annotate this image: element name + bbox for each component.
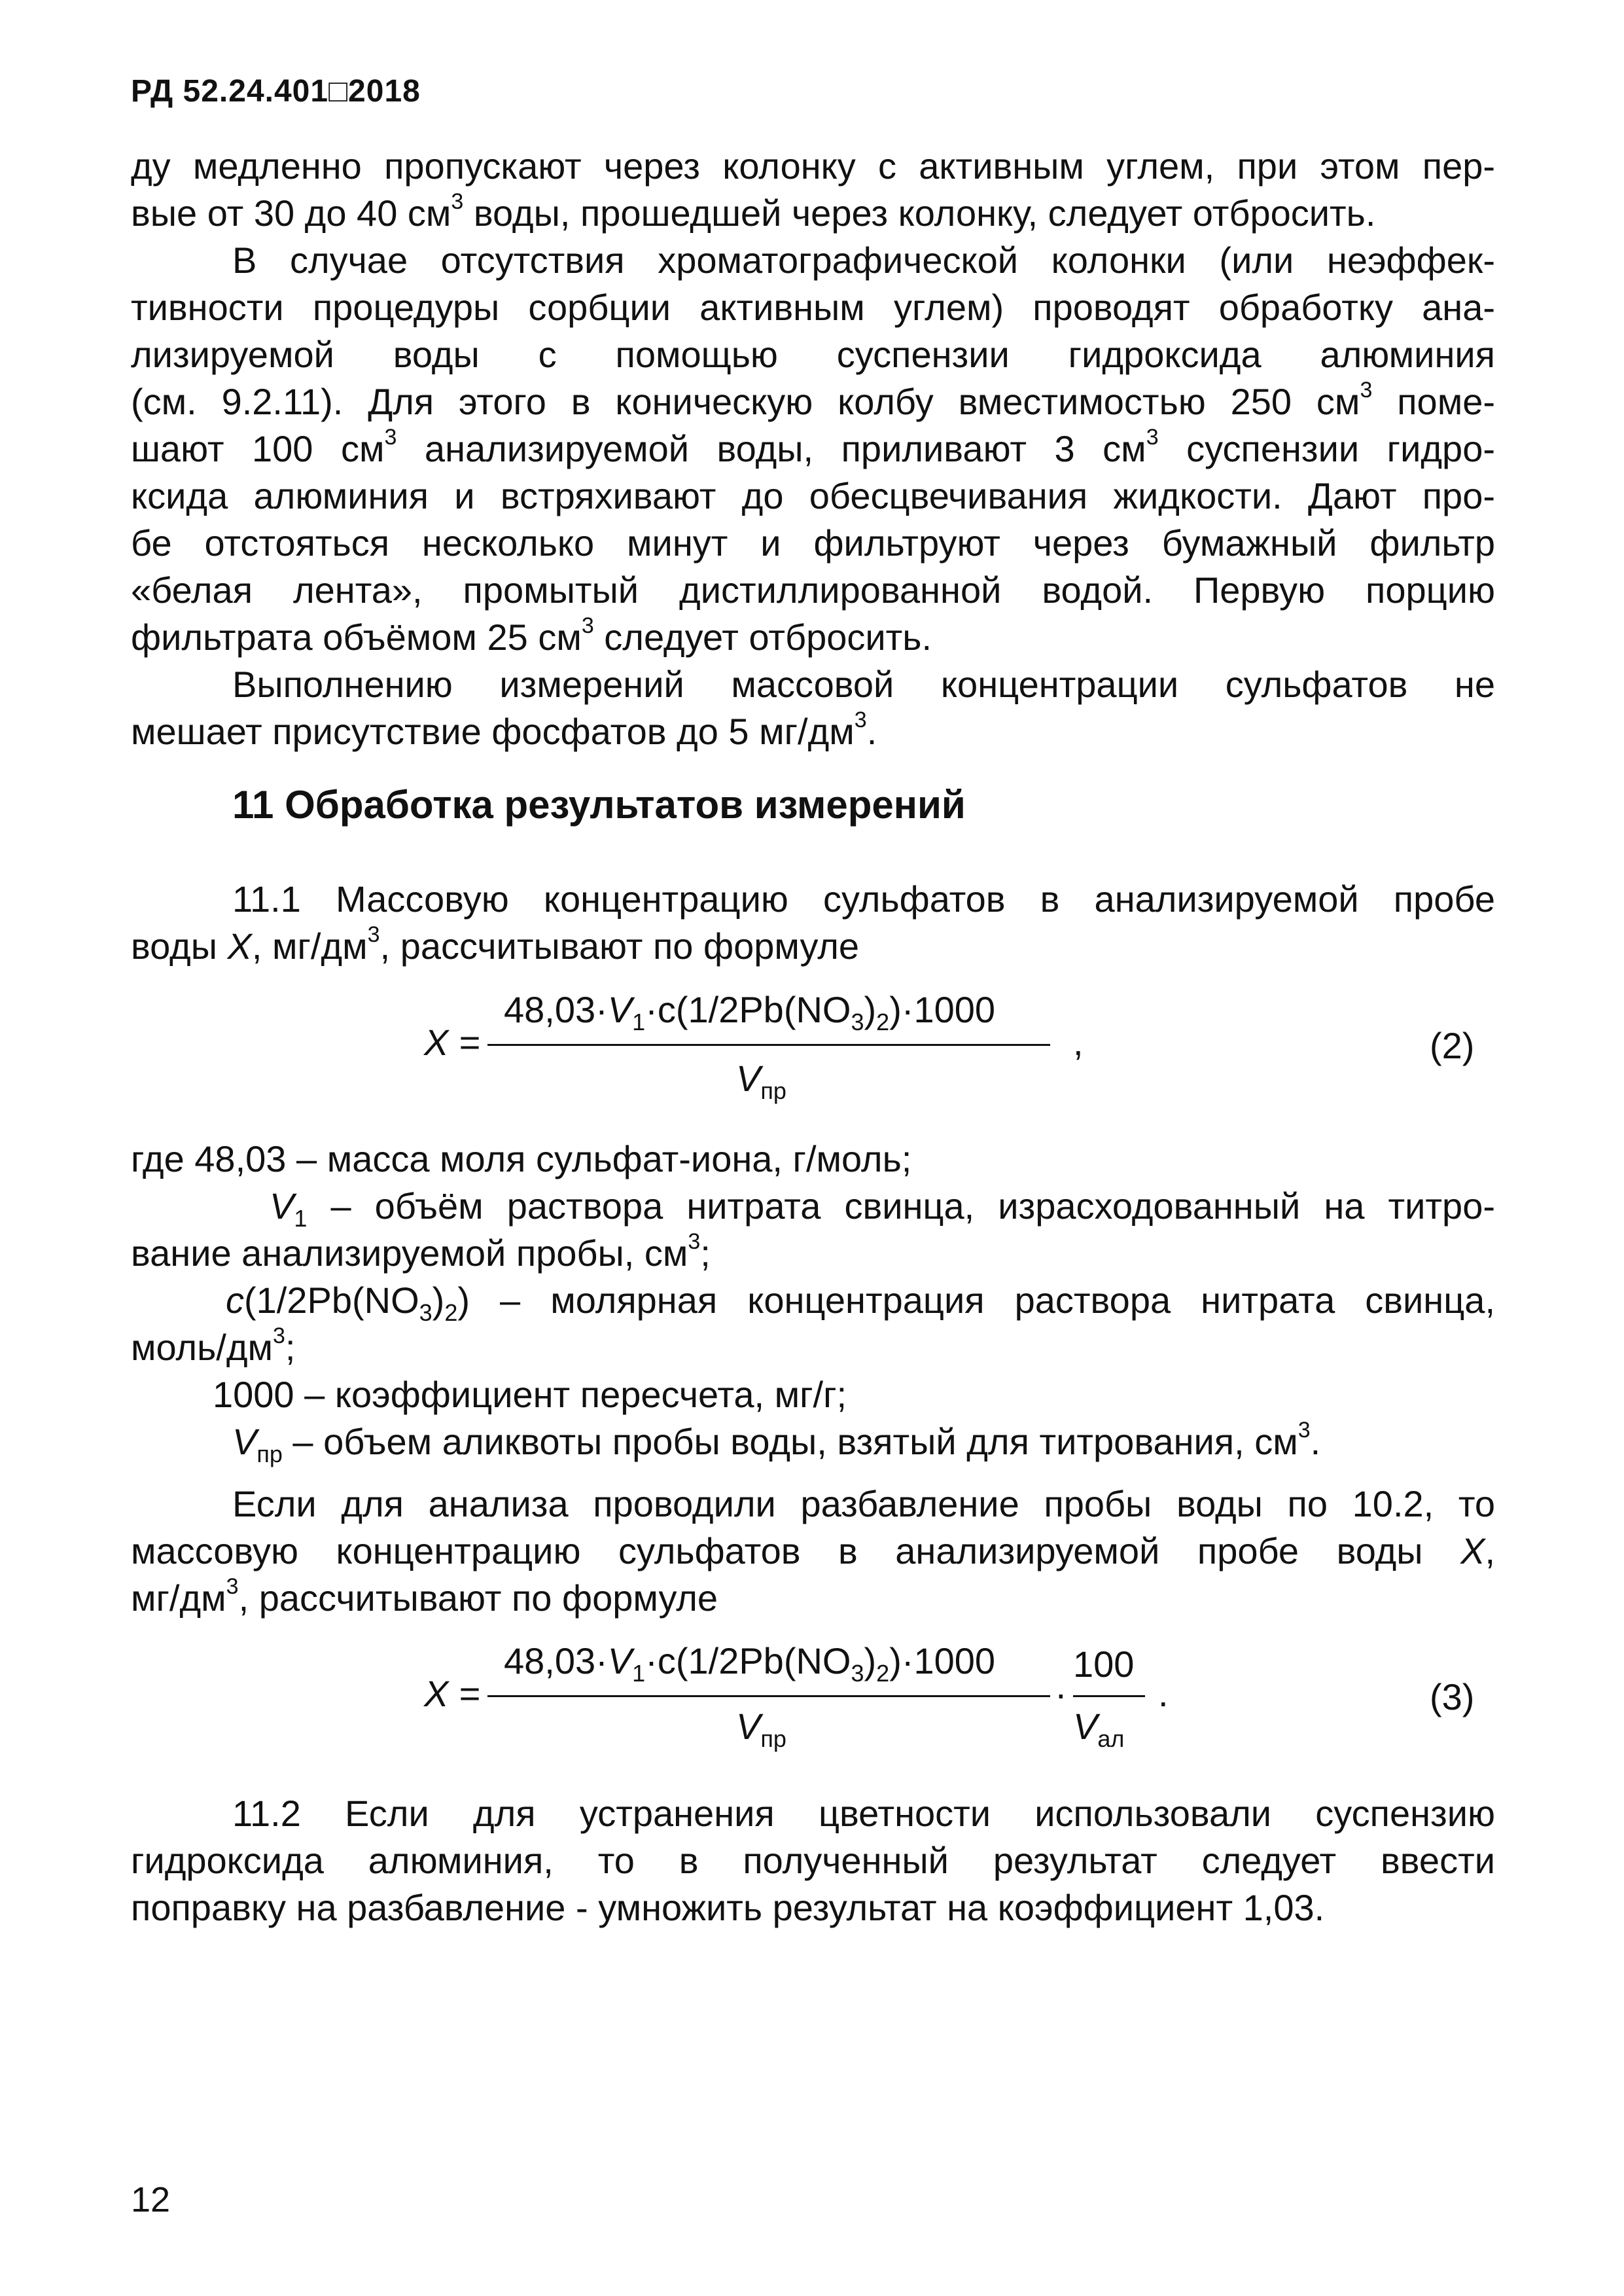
formula-numerator: $48,03\cdot V_1\cdot c(1/2Pb(NO_3)_2)\cdot 1000$	[504, 989, 996, 1035]
text-line: «белая лента», промытый дистиллированной водой. Первую порцию	[131, 569, 1495, 611]
formula-numerator-2: 100	[1073, 1643, 1135, 1685]
text-line: Если для анализа проводили разбавление пробы воды по 10.2, то	[232, 1483, 1495, 1524]
text-line: массовую концентрацию сульфатов в анализируемой пробе воды X,	[131, 1530, 1495, 1571]
text-line: воды X, $мг/дм^3$, рассчитывают по формуле	[131, 922, 860, 967]
text-line: (см. 9.2.11). Для этого в коническую колбу вместимостью 250 $см^3$ поме-	[131, 378, 1495, 422]
equation-number: (3)	[1430, 1676, 1475, 1717]
text-line: В случае отсутствия хроматографической колонки (или неэффек-	[232, 240, 1495, 281]
text-line: 11.1 Массовую концентрацию сульфатов в анализируемой пробе	[232, 878, 1495, 920]
fraction-bar	[1073, 1695, 1145, 1697]
document-header: РД 52.24.401□2018	[131, 74, 421, 109]
text-line: $V_1$ – объём раствора нитрата свинца, израсходованный на титро-	[270, 1185, 1495, 1232]
text-line: вые от 30 до 40 $см^3$ воды, прошедшей через колонку, следует отбросить.	[131, 189, 1376, 234]
text-line: мешает присутствие фосфатов до 5 $мг/дм^3$.	[131, 708, 877, 752]
text-line: $c(1/2Pb(NO_3)_2)$ – молярная концентрация раствора нитрата свинца,	[226, 1280, 1495, 1326]
text-line: 11.2 Если для устранения цветности использовали суспензию	[232, 1793, 1495, 1834]
formula-denominator: $V_{пр}$	[736, 1706, 786, 1752]
fraction-bar	[487, 1695, 1050, 1697]
text-line: ксида алюминия и встряхивают до обесцвечивания жидкости. Дают про-	[131, 475, 1495, 516]
equation-number: (2)	[1430, 1025, 1475, 1066]
text-line: гидроксида алюминия, то в полученный результат следует ввести	[131, 1840, 1495, 1881]
text-line: бе отстояться несколько минут и фильтруют через бумажный фильтр	[131, 522, 1495, 564]
text-line: фильтрата объёмом 25 $см^3$ следует отбросить.	[131, 613, 932, 658]
section-heading: 11 Обработка результатов измерений	[232, 783, 966, 827]
text-line: лизируемой воды с помощью суспензии гидроксида алюминия	[131, 334, 1495, 375]
text-line: шают 100 $см^3$ анализируемой воды, приливают 3 $см^3$ суспензии гидро-	[131, 425, 1495, 469]
text-line: ду медленно пропускают через колонку с активным углем, при этом пер-	[131, 145, 1495, 187]
fraction-bar	[487, 1044, 1050, 1046]
text-line: моль/$дм^3$;	[131, 1323, 296, 1368]
formula-denominator: $V_{пр}$	[736, 1058, 786, 1104]
text-line: поправку на разбавление - умножить результат на коэффициент 1,03.	[131, 1887, 1325, 1928]
text-line: 1000 – коэффициент пересчета, мг/г;	[213, 1374, 847, 1415]
formula-numerator: $48,03\cdot V_1\cdot c(1/2Pb(NO_3)_2)\cdot 1000$	[504, 1640, 996, 1687]
page-number: 12	[131, 2180, 171, 2219]
formula-denominator-2: $V_{ал}$	[1073, 1706, 1125, 1752]
text-line: вание анализируемой пробы, $см^3$;	[131, 1229, 711, 1274]
text-line: где 48,03 – масса моля сульфат-иона, г/моль;	[131, 1138, 912, 1179]
text-line: $мг/дм^3$, рассчитывают по формуле	[131, 1574, 718, 1619]
text-line: тивности процедуры сорбции активным углем) проводят обработку ана-	[131, 287, 1495, 328]
text-line: Выполнению измерений массовой концентрации сульфатов не	[232, 664, 1495, 705]
text-line: $V_{пр}$ – объем аликвоты пробы воды, взятый для титрования, $см^3$.	[232, 1418, 1321, 1467]
